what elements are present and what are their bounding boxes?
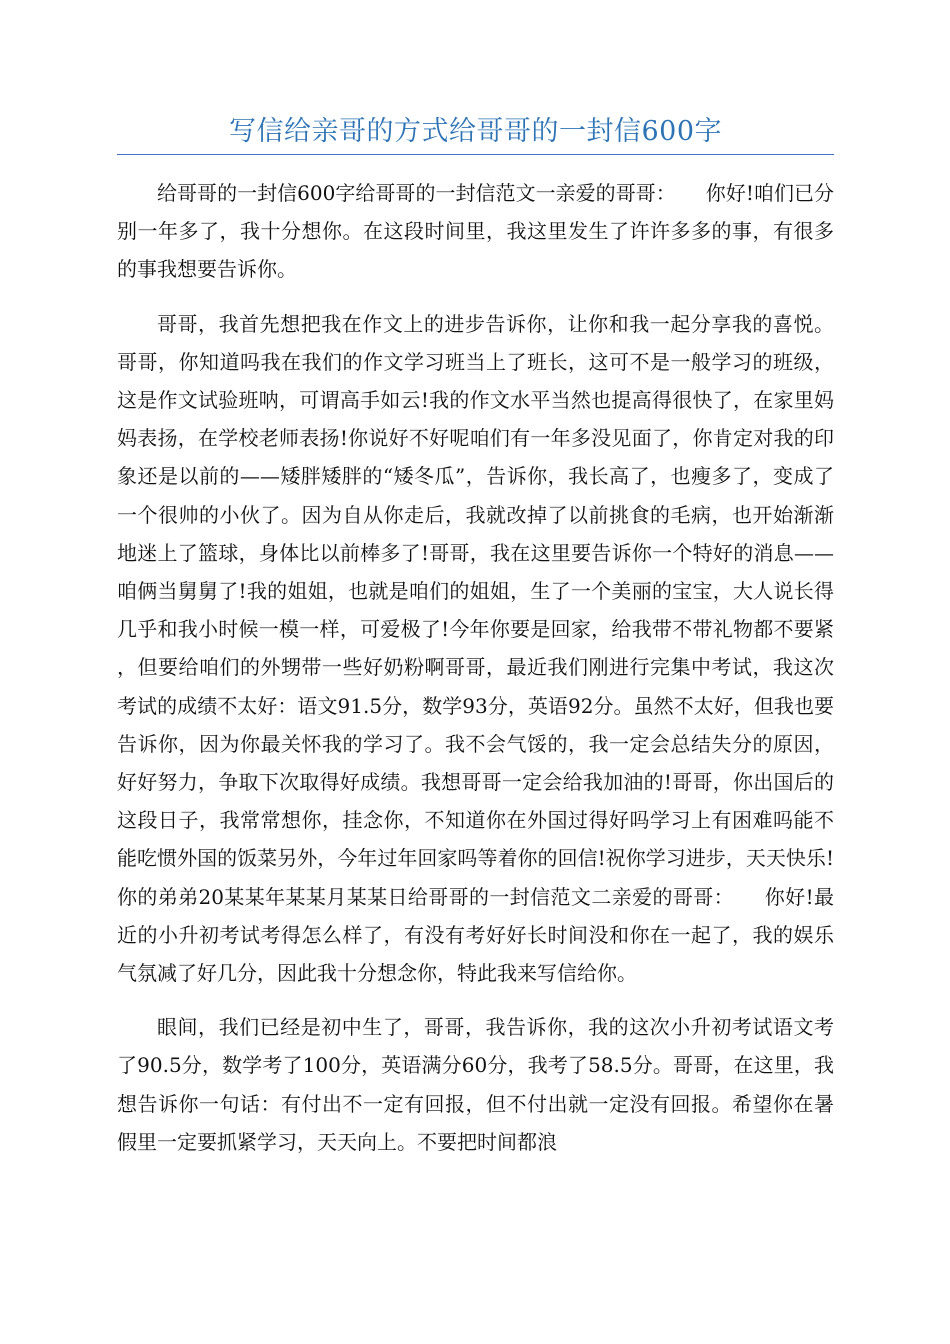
document-title: 写信给亲哥的方式给哥哥的一封信600字 (228, 116, 723, 147)
title-underline (117, 154, 834, 155)
paragraph-1: 给哥哥的一封信600字给哥哥的一封信范文一亲爱的哥哥： 你好!咱们已分别一年多了，我十分想你。在这段时间里，我这里发生了许许多多的事，有很多的事我想要告诉你。 (117, 181, 834, 282)
paragraph-3: 眼间，我们已经是初中生了，哥哥，我告诉你，我的这次小升初考试语文考了90.5分，数学考了100分，英语满分60分，我考了58.5分。哥哥，在这里，我想告诉你一句话：有付出不一定有回报，但不付出就一定没有回报。希望你在暑假里一定要抓紧学习，天天向上。不要把时间都浪 (117, 1015, 834, 1154)
document-body (117, 174, 834, 1177)
paragraph-2: 哥哥，我首先想把我在作文上的进步告诉你，让你和我一起分享我的喜悦。哥哥，你知道吗我在我们的作文学习班当上了班长，这可不是一般学习的班级，这是作文试验班呐，可谓高手如云!我的作文水平当然也提高得很快了，在家里妈妈表扬，在学校老师表扬!你说好不好呢咱们有一年多没见面了，你肯定对我的印象还是以前的——矮胖矮胖的“矮冬瓜”，告诉你，我长高了，也瘦多了，变成了一个很帅的小伙了。因为自从你走后，我就改掉了以前挑食的毛病，也开始渐渐地迷上了篮球，身体比以前棒多了!哥哥，我在这里要告诉你一个特好的消息——咱俩当舅舅了!我的姐姐，也就是咱们的姐姐，生了一个美丽的宝宝，大人说长得几乎和我小时候一模一样，可爱极了!今年你要是回家，给我带不带礼物都不要紧，但要给咱们的外甥带一些好奶粉啊哥哥，最近我们刚进行完集中考试，我这次考试的成绩不太好：语文91.5分，数学93分，英语92分。虽然不太好，但我也要告诉你，因为你最关怀我的学习了。我不会气馁的，我一定会总结失分的原因，好好努力，争取下次取得好成绩。我想哥哥一定会给我加油的!哥哥，你出国后的这段日子，我常常想你，挂念你，不知道你在外国过得好吗学习上有困难吗能不能吃惯外国的饭菜另外，今年过年回家吗等着你的回信!祝你学习进步，天天快乐!你的弟弟20某某年某某月某某日给哥哥的一封信范文二亲爱的哥哥： 你好!最近的小升初考试考得怎么样了，有没有考好好长时间没和你在一起了，我的娱乐气氛减了好几分，因此我十分想念你，特此我来写信给你。 (117, 311, 834, 986)
